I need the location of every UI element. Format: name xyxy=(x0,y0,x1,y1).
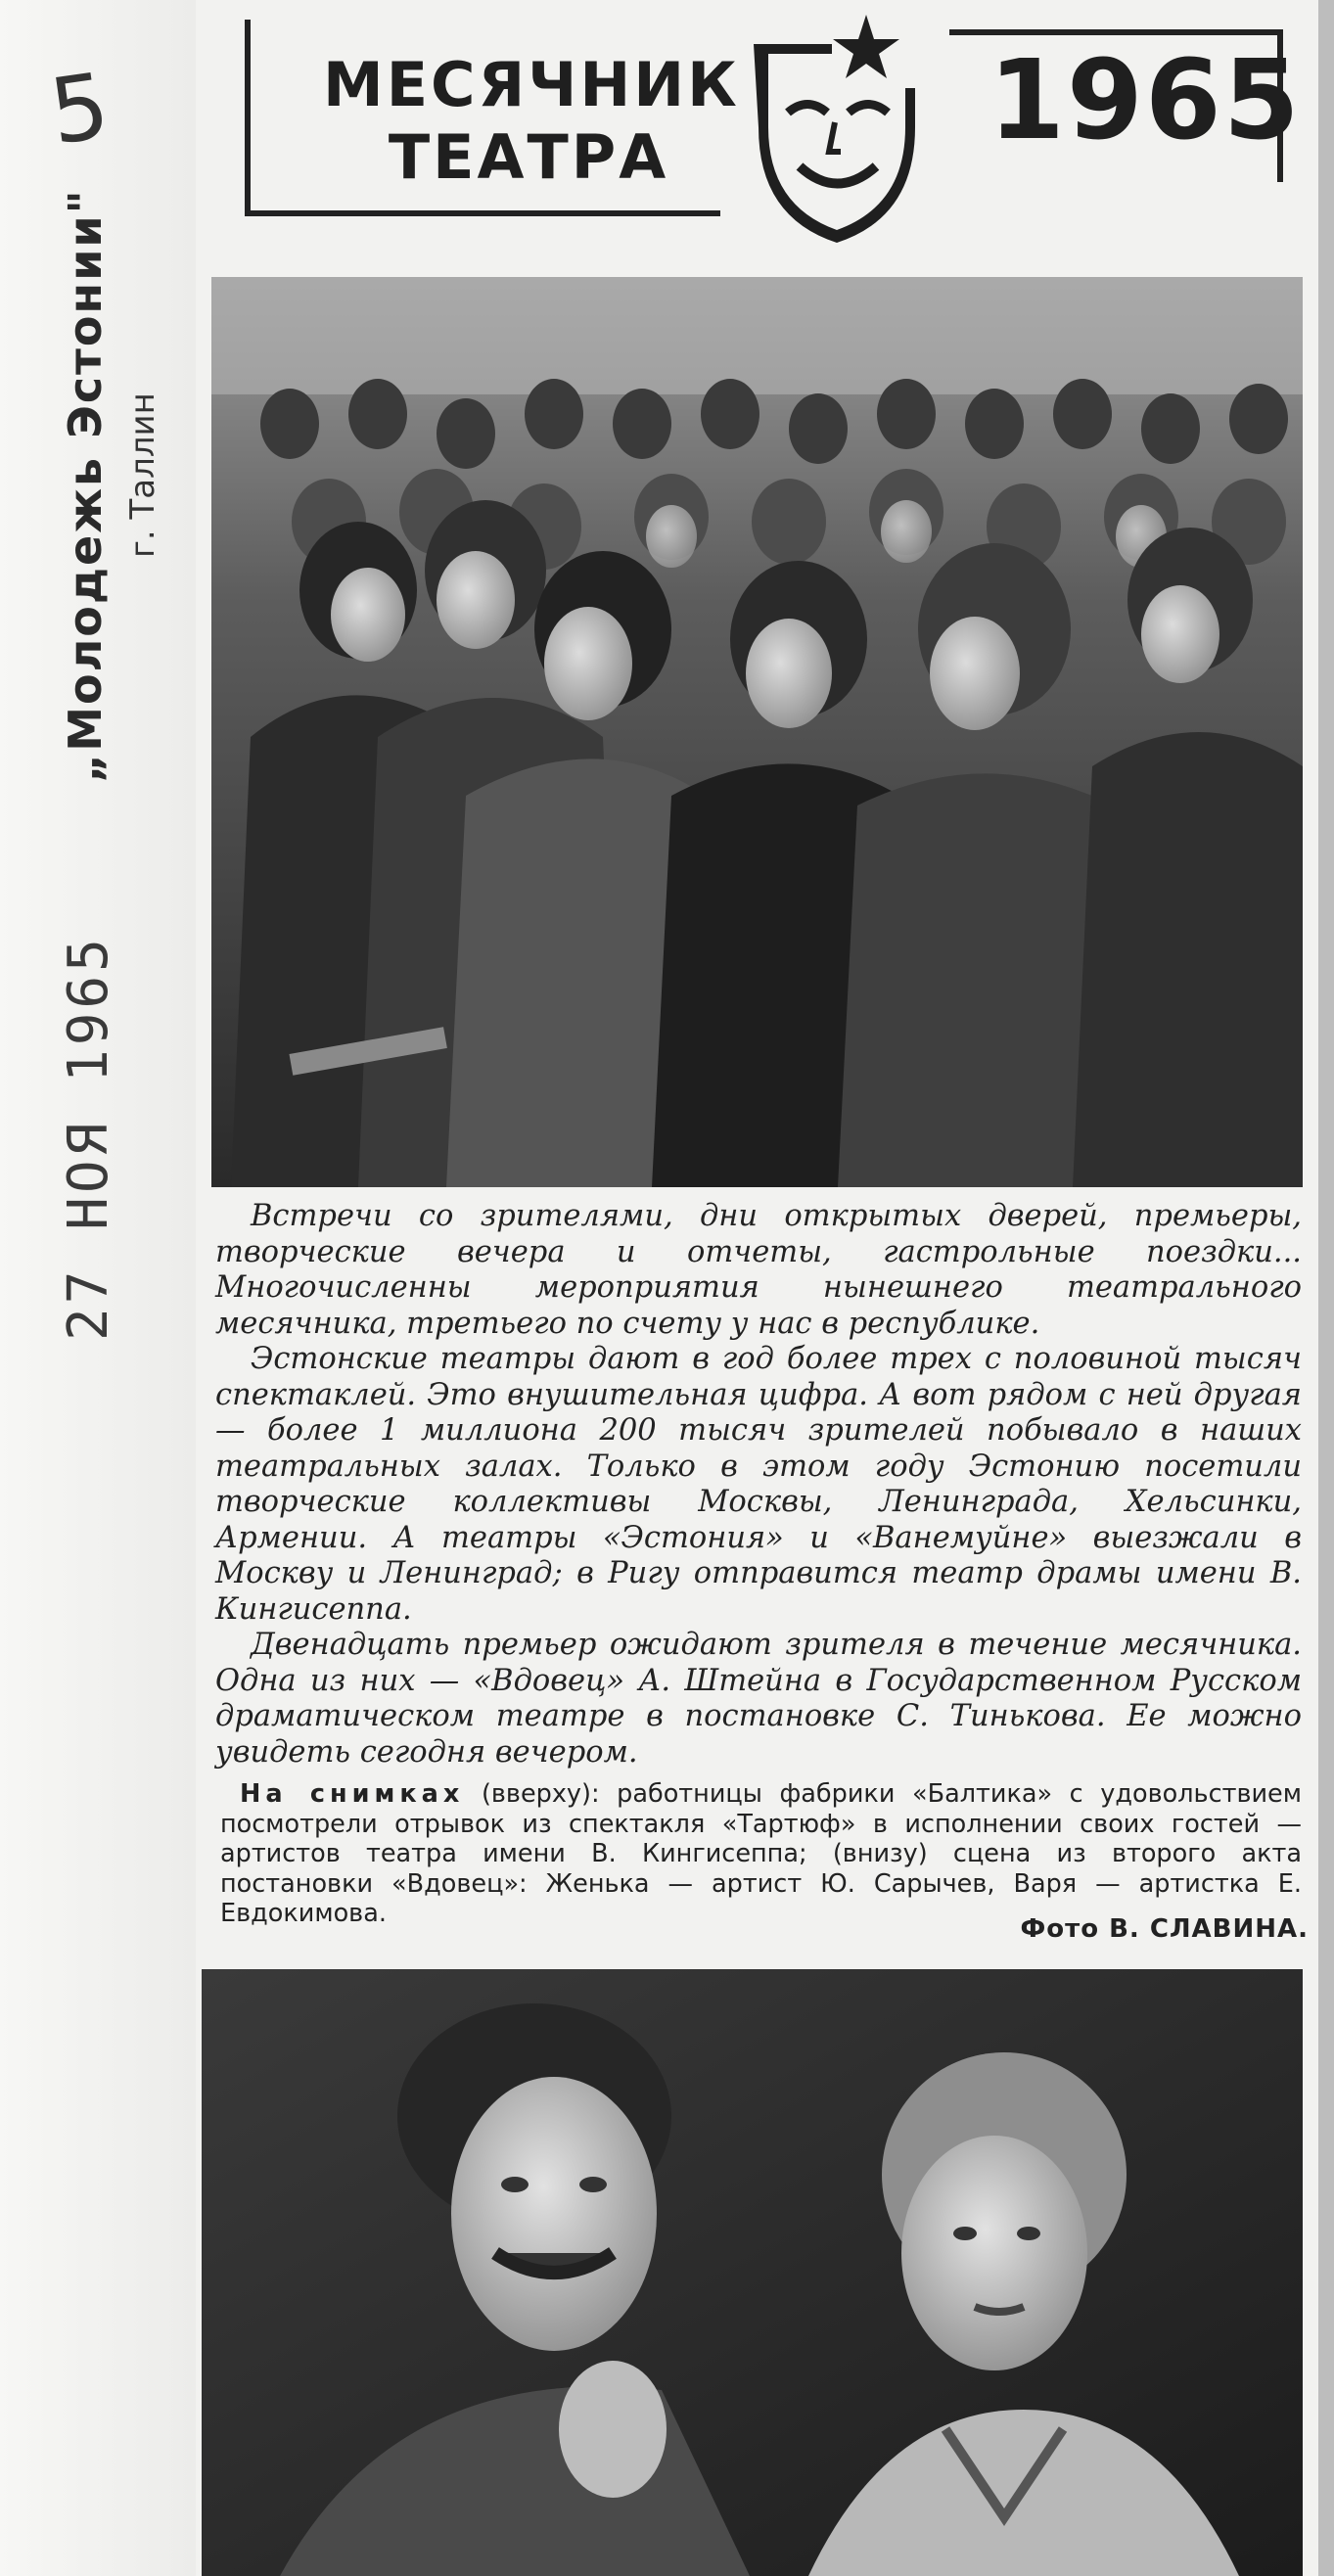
source-city-label: г. Таллин xyxy=(123,392,162,558)
stage-scene-photo xyxy=(202,1969,1303,2576)
article-body xyxy=(215,1199,1302,1771)
caption-lead: На снимках xyxy=(240,1779,465,1809)
rubric-year: 1965 xyxy=(989,37,1302,164)
caption-text: (вверху): работницы фабрики «Балтика» с удовольствием посмотрели отрывок из спектакля «Тартюф» в исполнении своих гостей — артистов театра имени В. Кингисеппа; (внизу) сцена из второго акта постановки «Вдовец»: Женька — артист Ю. Сарычев, Варя — артистка Е. Евдокимова. xyxy=(220,1779,1302,1928)
photo-caption xyxy=(220,1779,1302,1929)
theatre-mask-icon xyxy=(739,10,935,245)
source-newspaper-label: „Молодежь Эстонии" xyxy=(59,188,112,783)
article-paragraph: Двенадцать премьер ожидают зрителя в течение месячника. Одна из них — «Вдовец» А. Штейна в Государственном Русском драматическом театре в постановке С. Тинькова. Ее можно увидеть сегодня вечером. xyxy=(215,1628,1302,1770)
caption-paragraph xyxy=(220,1779,1302,1929)
rubric-title-line1: МЕСЯЧНИК xyxy=(323,49,740,120)
article-paragraph: Эстонские театры дают в год более трех с половиной тысяч спектаклей. Это внушительная цифра. А вот рядом с ней другая — более 1 миллиона 200 тысяч зрителей побывало в наших театральных залах. Только в этом году Эстонию посетили творческие коллективы Москвы, Ленинграда, Хельсинки, Армении. А театры «Эстония» и «Ванемуйне» выезжали в Москву и Ленинград; в Ригу отправится театр драмы имени В. Кингисеппа. xyxy=(215,1342,1302,1627)
rubric-title xyxy=(323,49,740,194)
article-paragraph: Встречи со зрителями, дни открытых дверей, премьеры, творческие вечера и отчеты, гастрольные поездки... Многочисленны мероприятия нынешнего театрального месячника, третьего по счету у нас в республике. xyxy=(215,1199,1302,1341)
date-stamp: 27 НОЯ 1965 xyxy=(57,935,120,1341)
rubric-header xyxy=(245,10,1302,235)
rubric-title-line2: ТЕАТРА xyxy=(388,121,669,193)
audience-photo xyxy=(211,277,1303,1187)
pencil-page-number: 5 xyxy=(43,53,115,165)
scan-edge xyxy=(1318,0,1334,2576)
photo-credit: Фото В. СЛАВИНА. xyxy=(1020,1914,1309,1944)
